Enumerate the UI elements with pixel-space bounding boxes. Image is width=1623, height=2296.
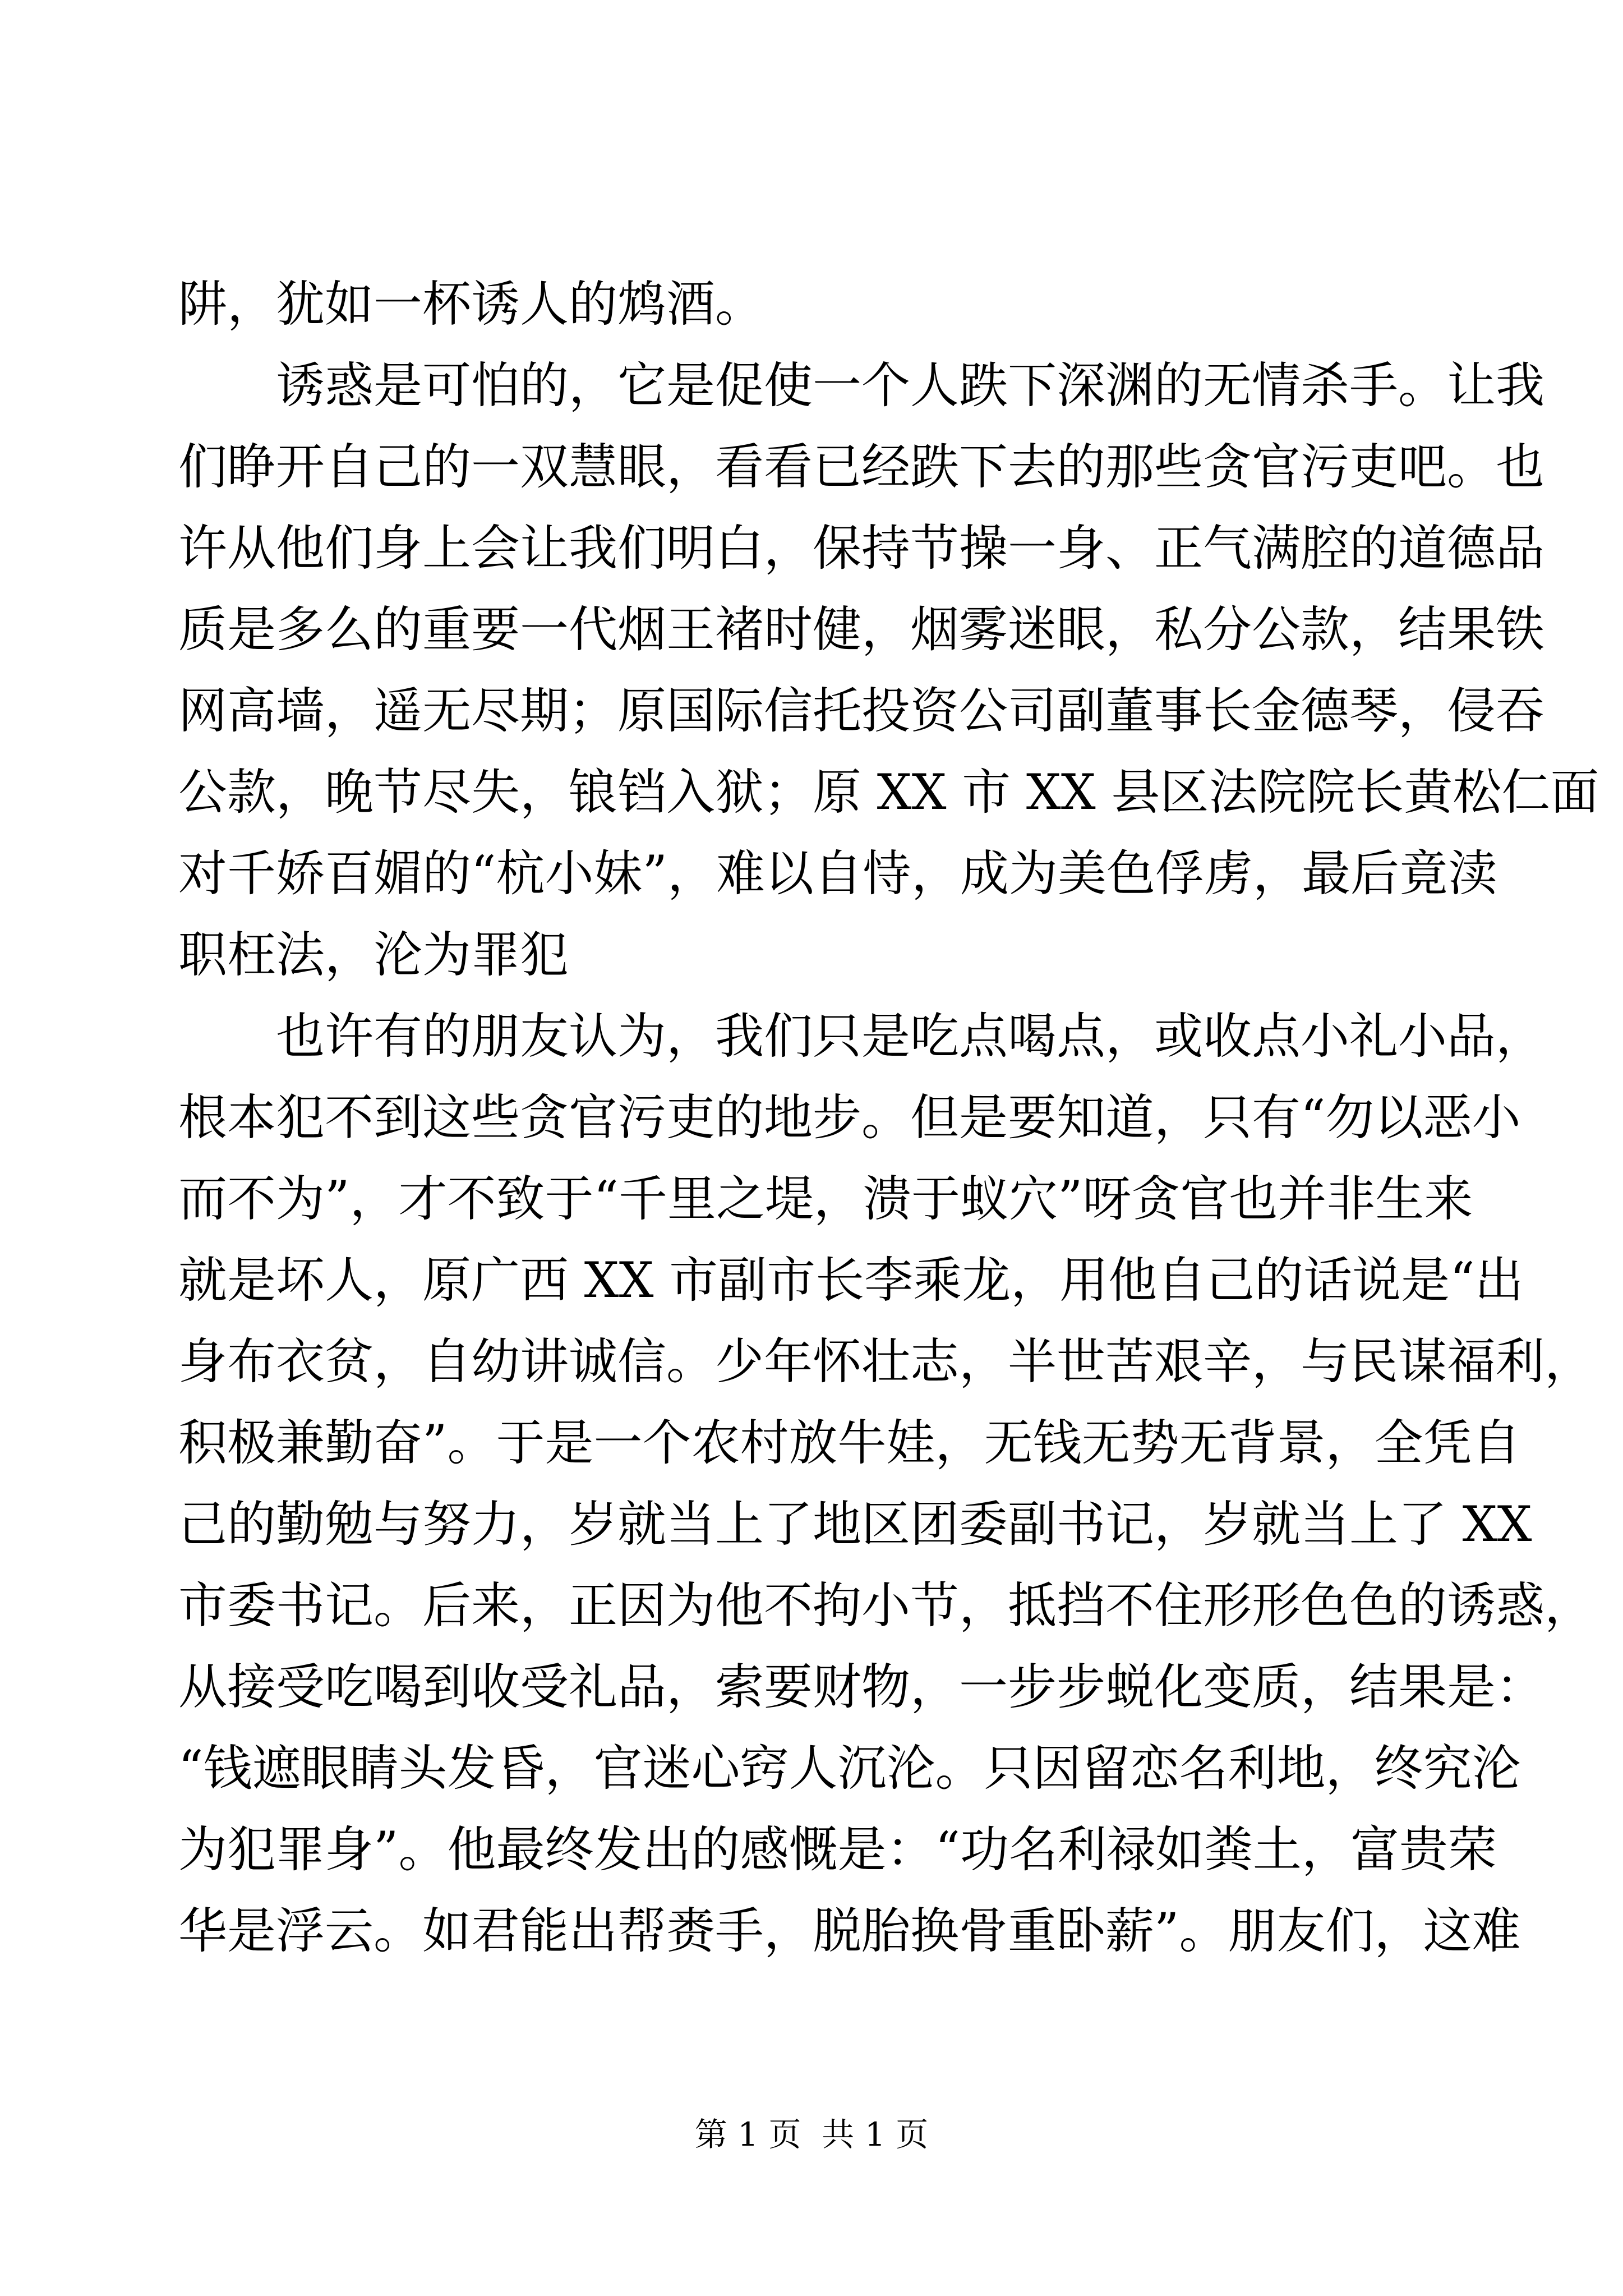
document-body — [178, 264, 1599, 1972]
text-line: 市委书记。后来，正因为他不拘小节，抵挡不住形形色色的诱惑， — [178, 1577, 1593, 1634]
text-line: 诱惑是可怕的，它是促使一个人跌下深渊的无情杀手。让我 — [276, 357, 1544, 414]
text-line: 从接受吃喝到收受礼品，索要财物，一步步蜕化变质，结果是： — [178, 1658, 1544, 1715]
text-line: 职枉法，沦为罪犯 — [178, 926, 569, 983]
page-footer: 第 1 页 共 1 页 — [694, 2115, 929, 2154]
text-line: 华是浮云。如君能出帮赉手，脱胎换骨重卧薪”。朋友们，这难 — [178, 1902, 1521, 1959]
text-line: “钱遮眼睛头发昏，官迷心窍人沉沦。只因留恋名利地，终究沦 — [178, 1740, 1521, 1797]
text-line: 许从他们身上会让我们明白，保持节操一身、正气满腔的道德品 — [178, 519, 1544, 577]
text-line: 身布衣贫，自幼讲诚信。少年怀壮志，半世苦艰辛，与民谋福利， — [178, 1333, 1593, 1390]
text-line: 根本犯不到这些贪官污吏的地步。但是要知道，只有“勿以恶小 — [178, 1089, 1521, 1146]
text-line: 公款，晚节尽失，锒铛入狱；原 XX 市 XX 县区法院院长黄松仁面 — [178, 763, 1599, 821]
text-line: 积极兼勤奋”。于是一个农村放牛娃，无钱无势无背景，全凭自 — [178, 1414, 1521, 1471]
text-line: 质是多么的重要一代烟王褚时健，烟雾迷眼，私分公款，结果铁 — [178, 601, 1544, 658]
text-line: 也许有的朋友认为，我们只是吃点喝点，或收点小礼小品， — [276, 1007, 1544, 1065]
text-line: 为犯罪身”。他最终发出的感慨是：“功名利禄如粪土，富贵荣 — [178, 1821, 1497, 1878]
text-line: 网高墙，遥无尽期；原国际信托投资公司副董事长金德琴，侵吞 — [178, 682, 1544, 739]
text-line: 对千娇百媚的“杭小妹”，难以自恃，成为美色俘虏，最后竟渎 — [178, 845, 1497, 902]
text-line: 而不为”，才不致于“千里之堤，溃于蚁穴”呀贪官也并非生来 — [178, 1170, 1473, 1227]
text-line: 己的勤勉与努力，岁就当上了地区团委副书记，岁就当上了 XX — [178, 1496, 1532, 1553]
text-line: 阱，犹如一杯诱人的鸩酒。 — [178, 275, 764, 333]
text-line: 就是坏人，原广西 XX 市副市长李乘龙，用他自己的话说是“出 — [178, 1251, 1524, 1309]
text-line: 们睁开自己的一双慧眼，看看已经跌下去的那些贪官污吏吧。也 — [178, 438, 1544, 495]
